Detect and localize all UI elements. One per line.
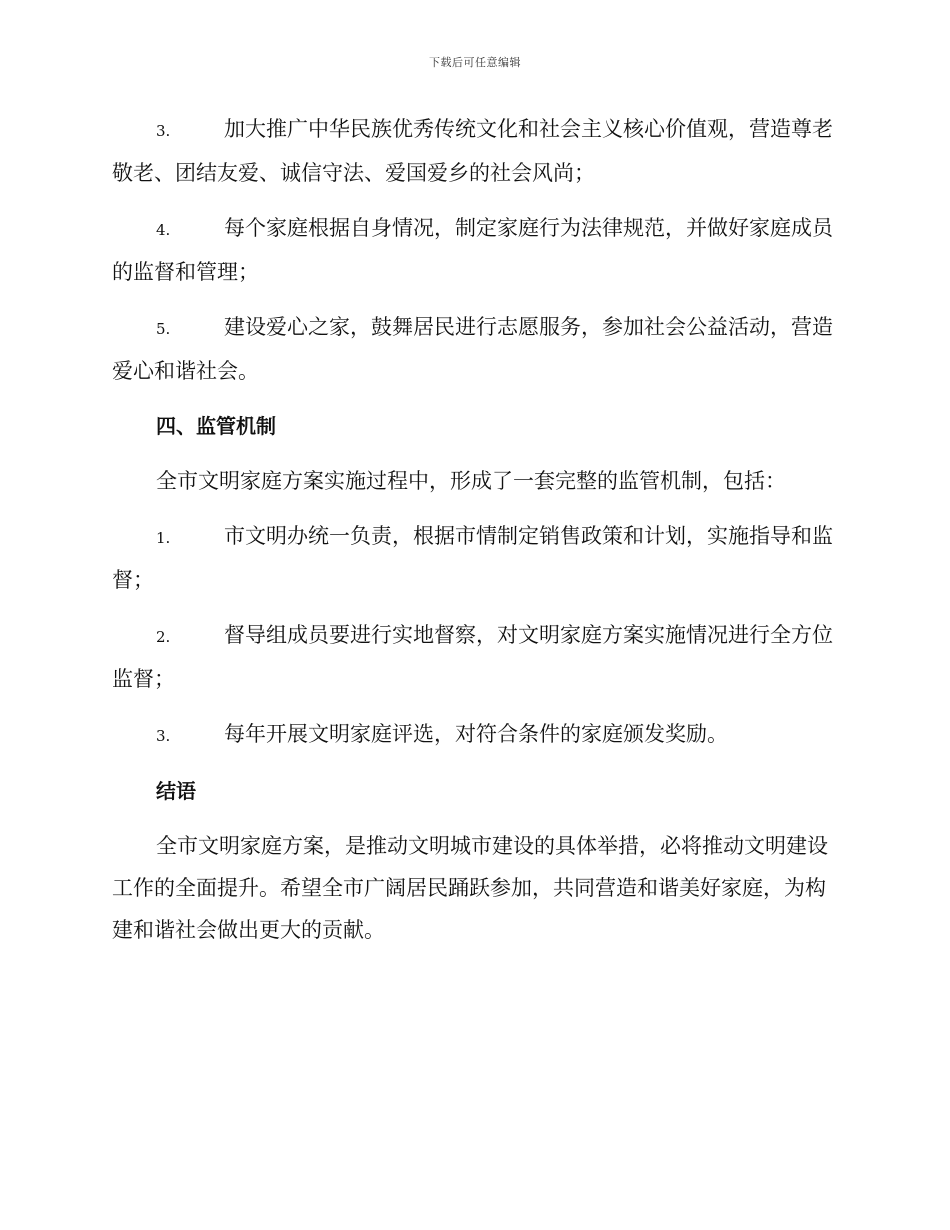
list-item-number: 3. <box>156 122 171 140</box>
list-item <box>112 207 834 293</box>
list-item <box>112 108 834 194</box>
list-item <box>112 515 834 601</box>
list-item-text: 每个家庭根据自身情况，制定家庭行为法律规范，并做好家庭成员的监督和管理； <box>112 216 833 284</box>
list-item-text: 加大推广中华民族优秀传统文化和社会主义核心价值观，营造尊老敬老、团结友爱、诚信守法、爱国爱乡的社会风尚； <box>112 117 833 185</box>
list-item-number: 2. <box>156 628 171 646</box>
list-item-number: 4. <box>156 221 171 239</box>
section-intro: 全市文明家庭方案实施过程中，形成了一套完整的监管机制，包括： <box>156 469 786 493</box>
list-item-number: 5. <box>156 320 171 338</box>
list-item-text: 督导组成员要进行实地督察，对文明家庭方案实施情况进行全方位监督； <box>112 623 833 691</box>
list-item-text: 每年开展文明家庭评选，对符合条件的家庭颁发奖励。 <box>224 722 728 746</box>
header-note: 下载后可任意编辑 <box>429 56 521 69</box>
conclusion-text: 全市文明家庭方案，是推动文明城市建设的具体举措，必将推动文明建设工作的全面提升。希望全市广阔居民踊跃参加，共同营造和谐美好家庭，为构建和谐社会做出更大的贡献。 <box>112 834 828 942</box>
list-item-number: 3. <box>156 727 171 745</box>
list-item <box>112 713 834 757</box>
document-body <box>112 108 834 964</box>
conclusion-heading: 结语 <box>156 779 196 803</box>
list-item-number: 1. <box>156 529 171 547</box>
list-item-text: 市文明办统一负责，根据市情制定销售政策和计划，实施指导和监督； <box>112 524 833 592</box>
section-heading: 四、监管机制 <box>156 414 276 438</box>
list-item <box>112 614 834 700</box>
list-item <box>112 306 834 392</box>
list-item-text: 建设爱心之家，鼓舞居民进行志愿服务，参加社会公益活动，营造爱心和谐社会。 <box>112 315 833 383</box>
